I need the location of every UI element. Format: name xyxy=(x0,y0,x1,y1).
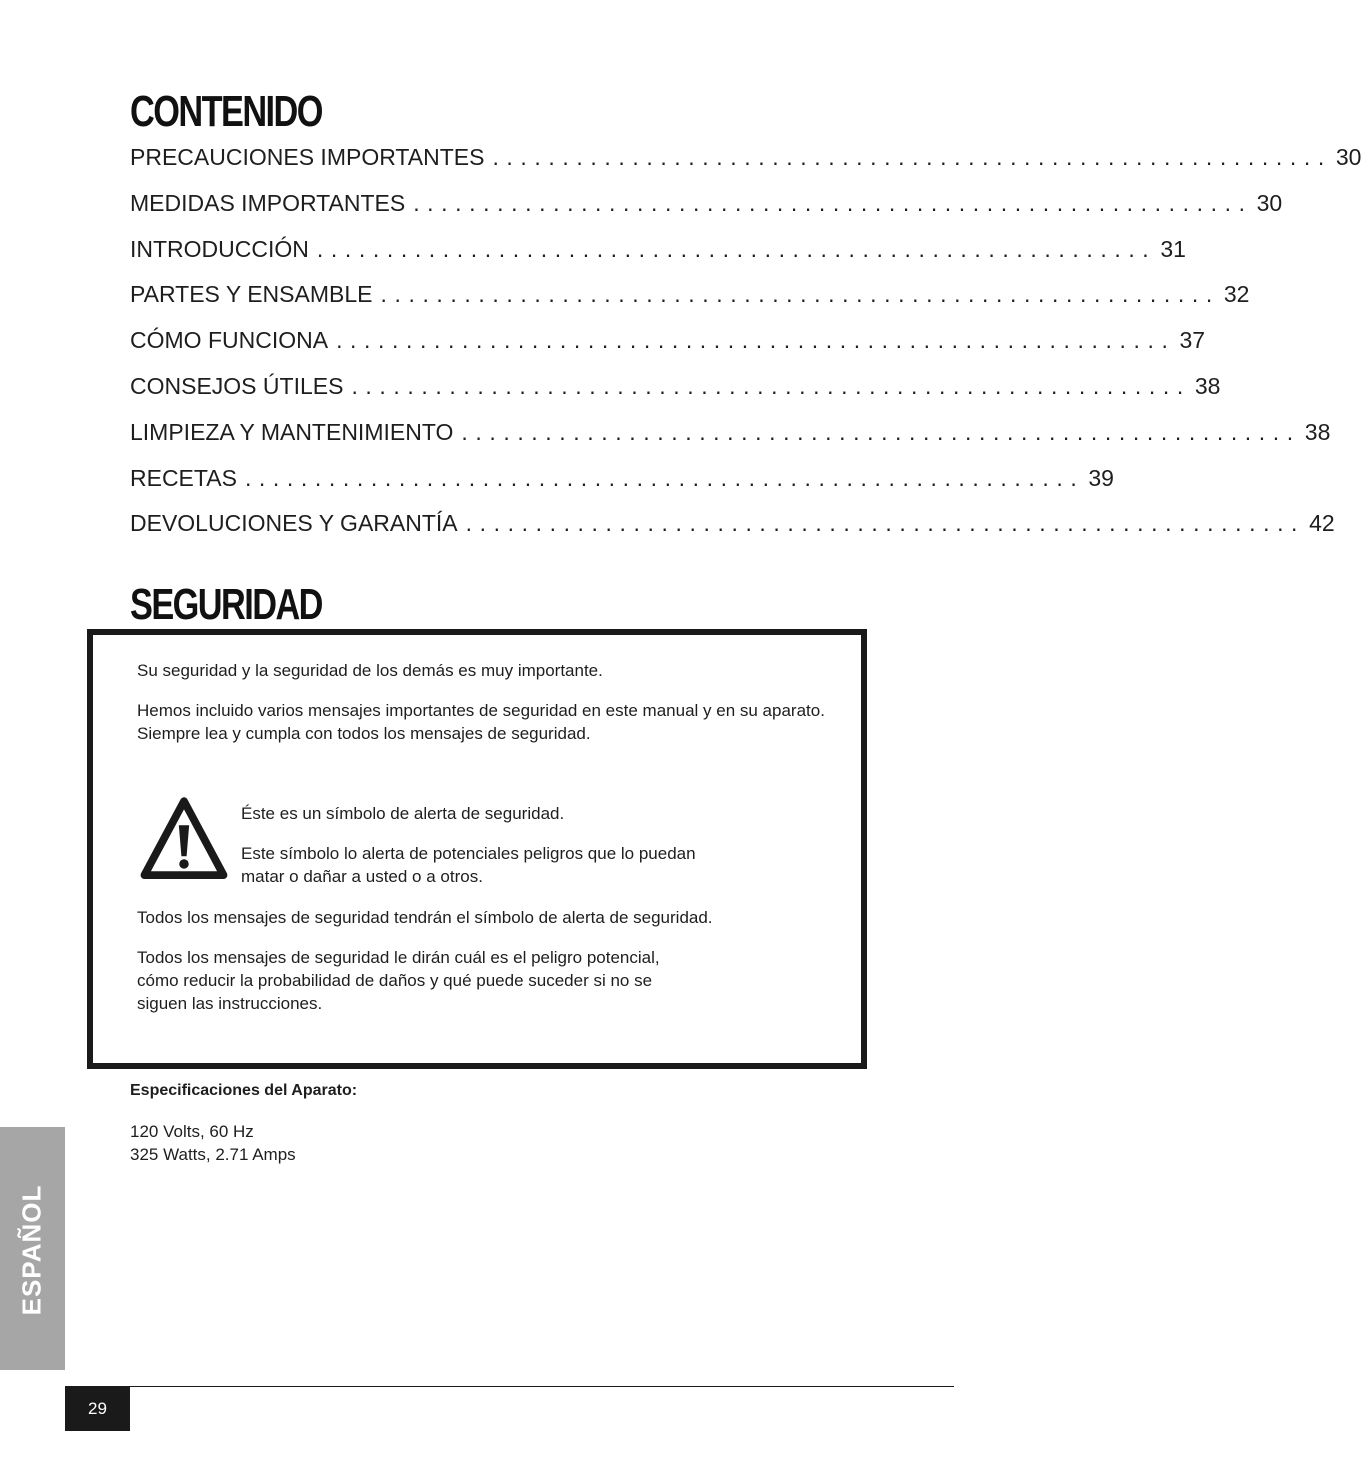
toc-label: CÓMO FUNCIONA xyxy=(130,327,329,354)
toc-label: RECETAS xyxy=(130,464,237,491)
safety-heading: SEGURIDAD xyxy=(130,580,322,629)
spec-power: 325 Watts, 2.71 Amps xyxy=(130,1145,296,1164)
toc-label: INTRODUCCIÓN xyxy=(130,235,309,262)
toc-leader-dots: ............................................................ xyxy=(461,418,1301,445)
all-messages-symbol: Todos los mensajes de seguridad tendrán el símbolo de alerta de seguridad. xyxy=(137,908,713,927)
toc-entry[interactable] xyxy=(130,418,1331,465)
toc-entry[interactable] xyxy=(130,372,1221,419)
warning-triangle-icon xyxy=(141,796,227,882)
safety-notice-box xyxy=(87,629,867,1069)
toc-entry[interactable] xyxy=(130,281,1250,327)
table-of-contents xyxy=(130,144,1361,556)
toc-entry[interactable] xyxy=(130,327,1206,373)
toc-page-number: 38 xyxy=(1304,418,1331,445)
contents-heading: CONTENIDO xyxy=(130,87,322,136)
toc-page-number: 32 xyxy=(1223,281,1250,308)
toc-entry[interactable] xyxy=(130,510,1335,556)
symbol-description: Este símbolo lo alerta de potenciales peligros que lo puedan matar o dañar a usted o a otros. xyxy=(241,844,696,886)
toc-leader-dots: ............................................................ xyxy=(244,464,1085,491)
footer-rule xyxy=(65,1386,954,1387)
toc-leader-dots: ............................................................ xyxy=(492,144,1332,170)
safety-messages-text: Hemos incluido varios mensajes importantes de seguridad en este manual y en su aparato. Siempre lea y cumpla con todos los mensajes de seguridad. xyxy=(137,701,825,743)
specs-title: Especificaciones del Aparato: xyxy=(130,1082,358,1099)
toc-page-number: 42 xyxy=(1309,510,1335,537)
toc-label: CONSEJOS ÚTILES xyxy=(130,372,344,399)
toc-page-number: 31 xyxy=(1160,235,1186,262)
toc-page-number: 39 xyxy=(1088,464,1114,491)
toc-entry[interactable] xyxy=(130,464,1114,511)
toc-label: MEDIDAS IMPORTANTES xyxy=(130,189,406,216)
toc-page-number: 37 xyxy=(1179,327,1206,354)
page-number: 29 xyxy=(65,1387,130,1431)
spec-voltage: 120 Volts, 60 Hz xyxy=(130,1122,254,1141)
toc-leader-dots: ............................................................ xyxy=(413,189,1253,216)
toc-entry[interactable] xyxy=(130,144,1361,190)
toc-label: DEVOLUCIONES Y GARANTÍA xyxy=(130,510,458,537)
toc-leader-dots: ............................................................ xyxy=(336,327,1176,354)
toc-page-number: 38 xyxy=(1194,372,1221,399)
toc-leader-dots: ............................................................ xyxy=(316,235,1157,262)
toc-page-number: 30 xyxy=(1256,189,1283,216)
toc-entry[interactable] xyxy=(130,189,1283,236)
toc-page-number: 30 xyxy=(1335,144,1361,170)
toc-entry[interactable] xyxy=(130,235,1186,282)
safety-intro: Su seguridad y la seguridad de los demás es muy importante. xyxy=(137,661,603,680)
all-messages-tell: Todos los mensajes de seguridad le dirán cuál es el peligro potencial, cómo reducir la probabilidad de daños y qué puede suceder si no se siguen las instrucciones. xyxy=(137,948,660,1013)
toc-leader-dots: ............................................................ xyxy=(380,281,1220,308)
toc-label: LIMPIEZA Y MANTENIMIENTO xyxy=(130,418,454,445)
toc-label: PARTES Y ENSAMBLE xyxy=(130,281,373,308)
toc-leader-dots: ............................................................ xyxy=(465,510,1306,537)
toc-label: PRECAUCIONES IMPORTANTES xyxy=(130,144,485,170)
language-label: ESPAÑOL xyxy=(16,1184,47,1316)
symbol-title: Éste es un símbolo de alerta de seguridad. xyxy=(241,804,565,823)
toc-leader-dots: ............................................................ xyxy=(351,372,1191,399)
